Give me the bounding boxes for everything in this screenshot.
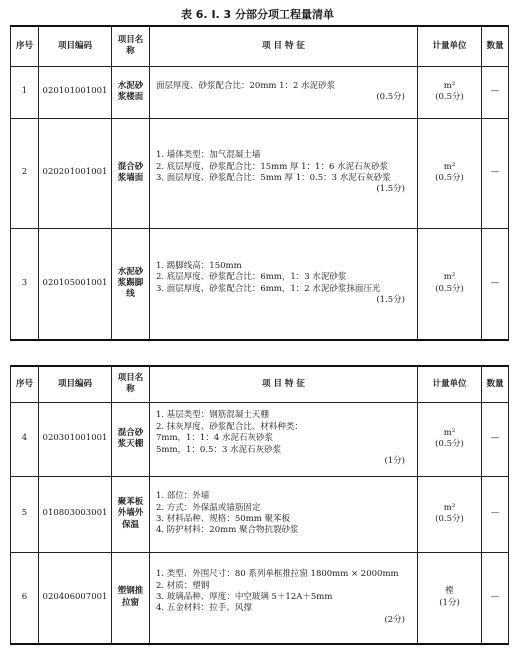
row-name: 混合砂浆墙面: [112, 118, 150, 228]
score-note: (1.5分): [376, 184, 405, 195]
row-code: 020105001001: [39, 228, 112, 340]
header-seq: 序号: [11, 366, 39, 402]
row-features: [150, 66, 418, 118]
unit-symbol: m²: [443, 427, 456, 438]
table-row: [11, 228, 509, 340]
score-note: (1分): [384, 456, 405, 467]
row-features: [150, 552, 418, 644]
feature-line: 3. 面层厚度、砂浆配合比：5mm 厚 1：0.5：3 水泥石灰砂浆: [156, 173, 391, 183]
row-code: 020406007001: [39, 552, 112, 644]
feature-line: 1. 踢脚线高：150mm: [156, 260, 242, 271]
row-unit: [418, 552, 482, 644]
row-unit: [418, 476, 482, 552]
feature-line: 3. 材料品种、规格：50mm 聚苯板: [156, 514, 290, 524]
feature-line: 面层厚度、砂浆配合比：20mm 1：2 水泥砂浆: [156, 80, 336, 91]
score-note: (0.5分): [376, 92, 405, 102]
feature-line: 1. 部位：外墙: [156, 491, 210, 502]
unit-symbol: m²: [443, 502, 456, 513]
unit-symbol: 樘: [445, 586, 454, 597]
row-seq: 4: [11, 402, 39, 476]
row-code: 020101001001: [39, 66, 112, 118]
unit-score: (0.5分): [435, 283, 464, 294]
table-row: [11, 118, 509, 228]
header-feature: 项 目 特 征: [150, 366, 418, 402]
unit-score: (1分): [439, 597, 460, 608]
feature-line: 3. 玻璃品种、厚度：中空玻璃 5＋12A＋5mm: [156, 592, 333, 603]
feature-line: 4. 五金材料：拉手、风撑: [156, 603, 252, 614]
unit-score: (0.5分): [435, 92, 464, 102]
bill-of-quantities-table-part1: [10, 25, 509, 341]
row-unit: [418, 228, 482, 340]
header-unit: 计量单位: [418, 26, 482, 66]
row-seq: 1: [11, 66, 39, 118]
header-row: [11, 366, 509, 402]
unit-score: (0.5分): [435, 173, 464, 183]
row-features: [150, 402, 418, 476]
table-row: [11, 552, 509, 644]
row-name: 聚苯板外墙外保温: [112, 476, 150, 552]
table-row: [11, 66, 509, 118]
row-qty: —: [482, 402, 509, 476]
row-features: [150, 118, 418, 228]
row-unit: [418, 118, 482, 228]
score-note: (1.5分): [376, 295, 405, 306]
row-unit: [418, 402, 482, 476]
feature-line: 3. 面层厚度、砂浆配合比：6mm，1：2 水泥砂浆抹面压光: [156, 283, 381, 294]
feature-line: 1. 墙体类型：加气混凝土墙: [156, 150, 261, 161]
feature-line: 7mm，1：1：4 水泥石灰砂浆: [156, 433, 273, 444]
row-features: [150, 228, 418, 340]
row-code: 010803003001: [39, 476, 112, 552]
feature-line: 2. 方式：外保温或锚筋固定: [156, 502, 261, 513]
row-name: 水泥砂浆踢脚线: [112, 228, 150, 340]
header-code: 项目编码: [39, 366, 112, 402]
header-unit: 计量单位: [418, 366, 482, 402]
feature-line: 1. 基层类型：钢筋混凝土天棚: [156, 410, 269, 421]
feature-line: 2. 底层厚度、砂浆配合比：15mm 厚 1：1：6 水泥石灰砂浆: [156, 161, 389, 172]
header-seq: 序号: [11, 26, 39, 66]
feature-line: 2. 底层厚度、砂浆配合比：6mm，1：3 水泥砂浆: [156, 272, 347, 283]
row-seq: 3: [11, 228, 39, 340]
unit-symbol: m²: [443, 272, 456, 283]
feature-line: 2. 抹灰厚度、砂浆配合比、材料种类：: [156, 421, 303, 432]
table-row: [11, 476, 509, 552]
bill-of-quantities-table-part2: [10, 365, 509, 645]
feature-line: 2. 材质：塑钢: [156, 580, 210, 591]
score-note: (2分): [384, 614, 405, 625]
row-code: 020201001001: [39, 118, 112, 228]
row-unit: [418, 66, 482, 118]
table-row: [11, 402, 509, 476]
row-features: [150, 476, 418, 552]
header-row: [11, 26, 509, 66]
unit-symbol: m²: [443, 80, 456, 91]
row-seq: 2: [11, 118, 39, 228]
row-name: 水泥砂浆楼面: [112, 66, 150, 118]
header-name: 项目名称: [112, 26, 150, 66]
row-qty: —: [482, 476, 509, 552]
header-qty: 数量: [482, 366, 509, 402]
row-code: 020301001001: [39, 402, 112, 476]
header-name: 项目名称: [112, 366, 150, 402]
row-qty: —: [482, 66, 509, 118]
header-qty: 数量: [482, 26, 509, 66]
header-feature: 项 目 特 征: [150, 26, 418, 66]
row-seq: 6: [11, 552, 39, 644]
feature-line: 5mm，1：0.5：3 水泥石灰砂浆: [156, 444, 282, 455]
unit-score: (0.5分): [435, 514, 464, 524]
row-seq: 5: [11, 476, 39, 552]
row-qty: —: [482, 118, 509, 228]
header-code: 项目编码: [39, 26, 112, 66]
row-qty: —: [482, 228, 509, 340]
feature-line: 1. 类型、外围尺寸：80 系列单框推拉窗 1800mm × 2000mm: [156, 569, 399, 580]
unit-score: (0.5分): [435, 439, 464, 449]
table-title: 表 6. I. 3 分部分项工程量清单: [180, 8, 335, 21]
row-name: 混合砂浆天棚: [112, 402, 150, 476]
unit-symbol: m²: [443, 161, 456, 172]
row-name: 塑钢推拉窗: [112, 552, 150, 644]
feature-line: 4. 防护材料：20mm 聚合物抗裂砂浆: [156, 525, 299, 536]
row-qty: —: [482, 552, 509, 644]
